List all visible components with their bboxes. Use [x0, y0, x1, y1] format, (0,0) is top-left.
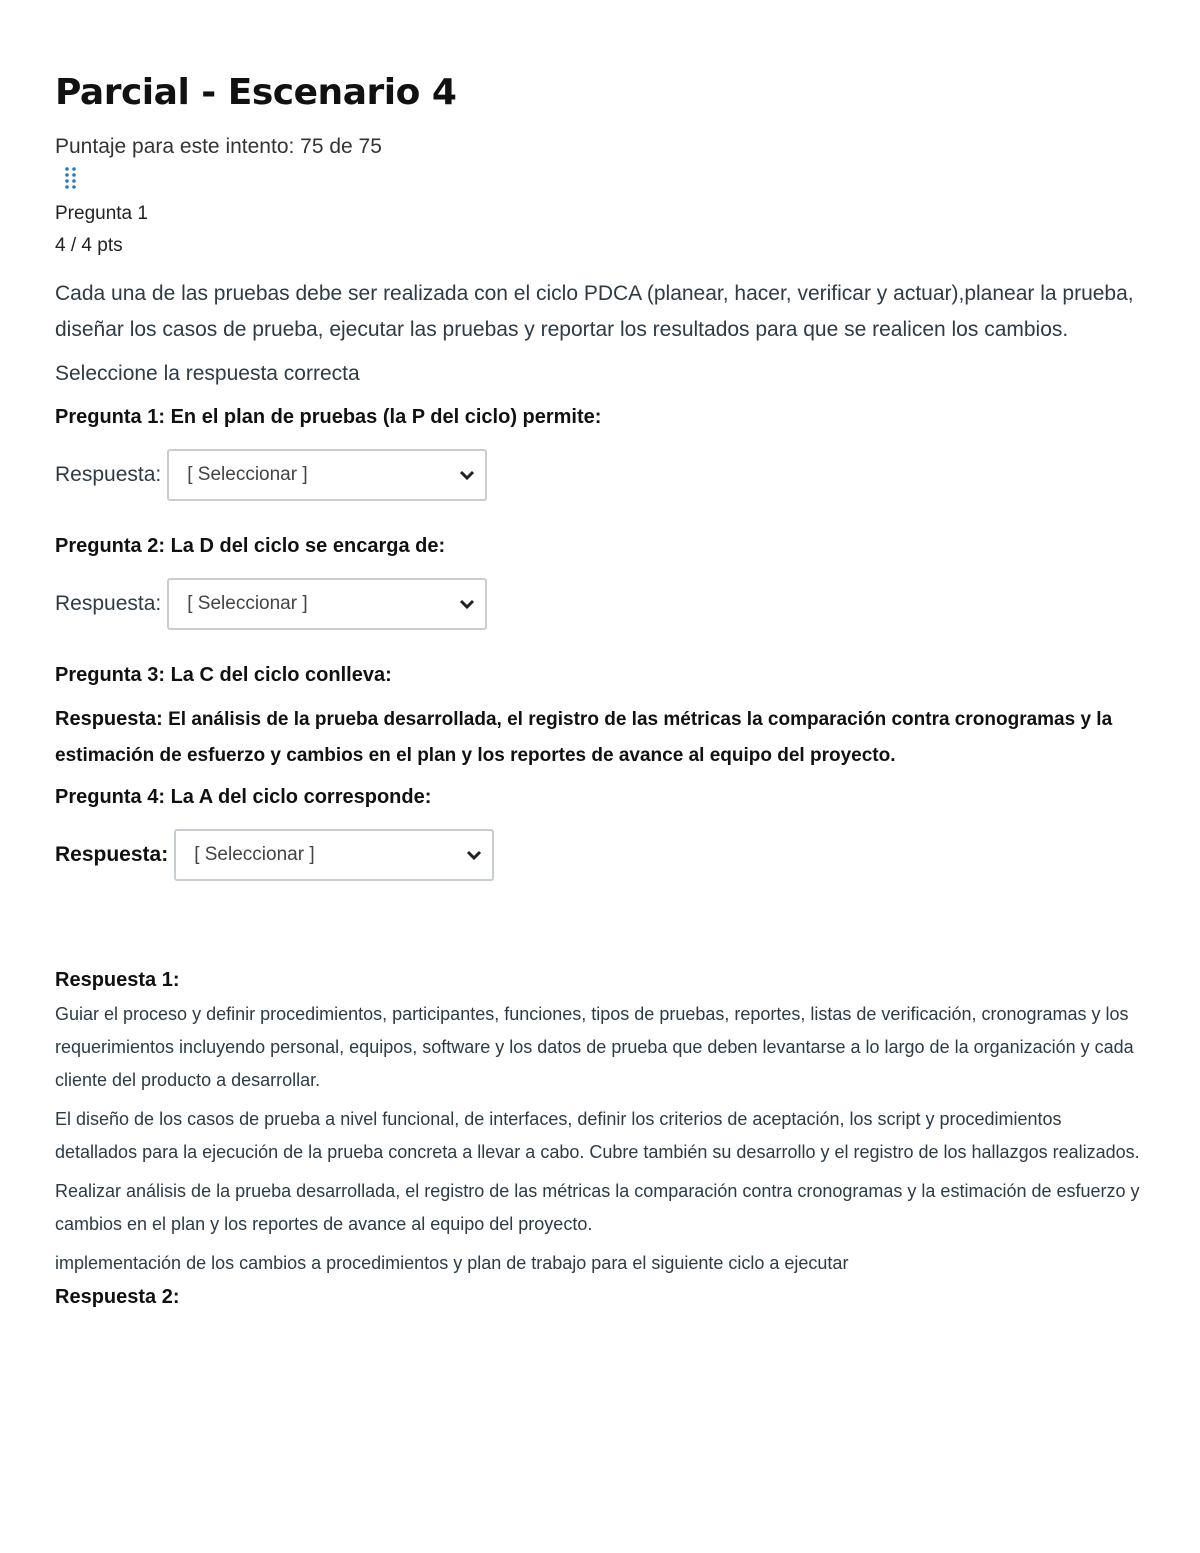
sub-question-3: Pregunta 3: La C del ciclo conlleva: [55, 664, 392, 686]
response-option: Guiar el proceso y definir procedimientos, participantes, funciones, tipos de pruebas, reportes, listas de verificación, cronogramas y los requerimientos incluyendo personal, equipos, software y los datos de prueba que deben levantarse a lo largo de la organización y cada cliente del producto a desarrollar. [55, 1004, 1134, 1090]
answer-text-3 [55, 701, 1155, 774]
response-option: implementación de los cambios a procedimientos y plan de trabajo para el siguiente ciclo a ejecutar [55, 1253, 849, 1273]
question-name: Pregunta 1 [55, 203, 148, 224]
page-title: Parcial - Escenario 4 [55, 72, 457, 113]
answer-row-1 [55, 449, 1145, 501]
sub-question-2: Pregunta 2: La D del ciclo se encarga de: [55, 535, 446, 557]
answer-label: Respuesta: [55, 463, 162, 486]
answer-row-2 [55, 578, 1145, 630]
answer-select-1[interactable] [167, 449, 487, 501]
select-value: [ Seleccionar ] [187, 464, 308, 485]
response-option: El diseño de los casos de prueba a nivel funcional, de interfaces, definir los criterios de aceptación, los script y procedimientos detallados para la ejecución de la prueba concreta a llevar a cabo. Cubre también su desarrollo y el registro de los hallazgos realizados. [55, 1109, 1140, 1162]
score-text: Puntaje para este intento: 75 de 75 [55, 135, 382, 158]
drag-handle-icon[interactable] [59, 165, 83, 193]
answer-row-4 [55, 829, 1145, 881]
sub-question-1: Pregunta 1: En el plan de pruebas (la P del ciclo) permite: [55, 406, 602, 428]
question-points: 4 / 4 pts [55, 235, 123, 256]
response-option: Realizar análisis de la prueba desarrollada, el registro de las métricas la comparación contra cronogramas y la estimación de esfuerzo y cambios en el plan y los reportes de avance al equipo del proyecto. [55, 1181, 1140, 1234]
question-intro: Cada una de las pruebas debe ser realizada con el ciclo PDCA (planear, hacer, verificar y actuar),planear la prueba, diseñar los casos de prueba, ejecutar las pruebas y reportar los resultados para que se realicen los cambios. [55, 282, 1134, 341]
response-1-heading: Respuesta 1: [55, 969, 180, 991]
select-value: [ Seleccionar ] [194, 844, 315, 865]
answer-label: Respuesta: [55, 592, 162, 615]
select-value: [ Seleccionar ] [187, 593, 308, 614]
answer-select-4[interactable] [174, 829, 494, 881]
answer-label: Respuesta: [55, 708, 163, 730]
answer-label: Respuesta: [55, 843, 169, 866]
question-instruction: Seleccione la respuesta correcta [55, 362, 360, 385]
chevron-down-icon [459, 599, 475, 609]
chevron-down-icon [466, 850, 482, 860]
sub-question-4: Pregunta 4: La A del ciclo corresponde: [55, 786, 432, 808]
chevron-down-icon [459, 470, 475, 480]
response-2-heading: Respuesta 2: [55, 1286, 180, 1308]
answer-value: El análisis de la prueba desarrollada, el registro de las métricas la comparación contra cronogramas y la estimación de esfuerzo y cambios en el plan y los reportes de avance al equipo del proyecto. [55, 709, 1113, 766]
answer-select-2[interactable] [167, 578, 487, 630]
